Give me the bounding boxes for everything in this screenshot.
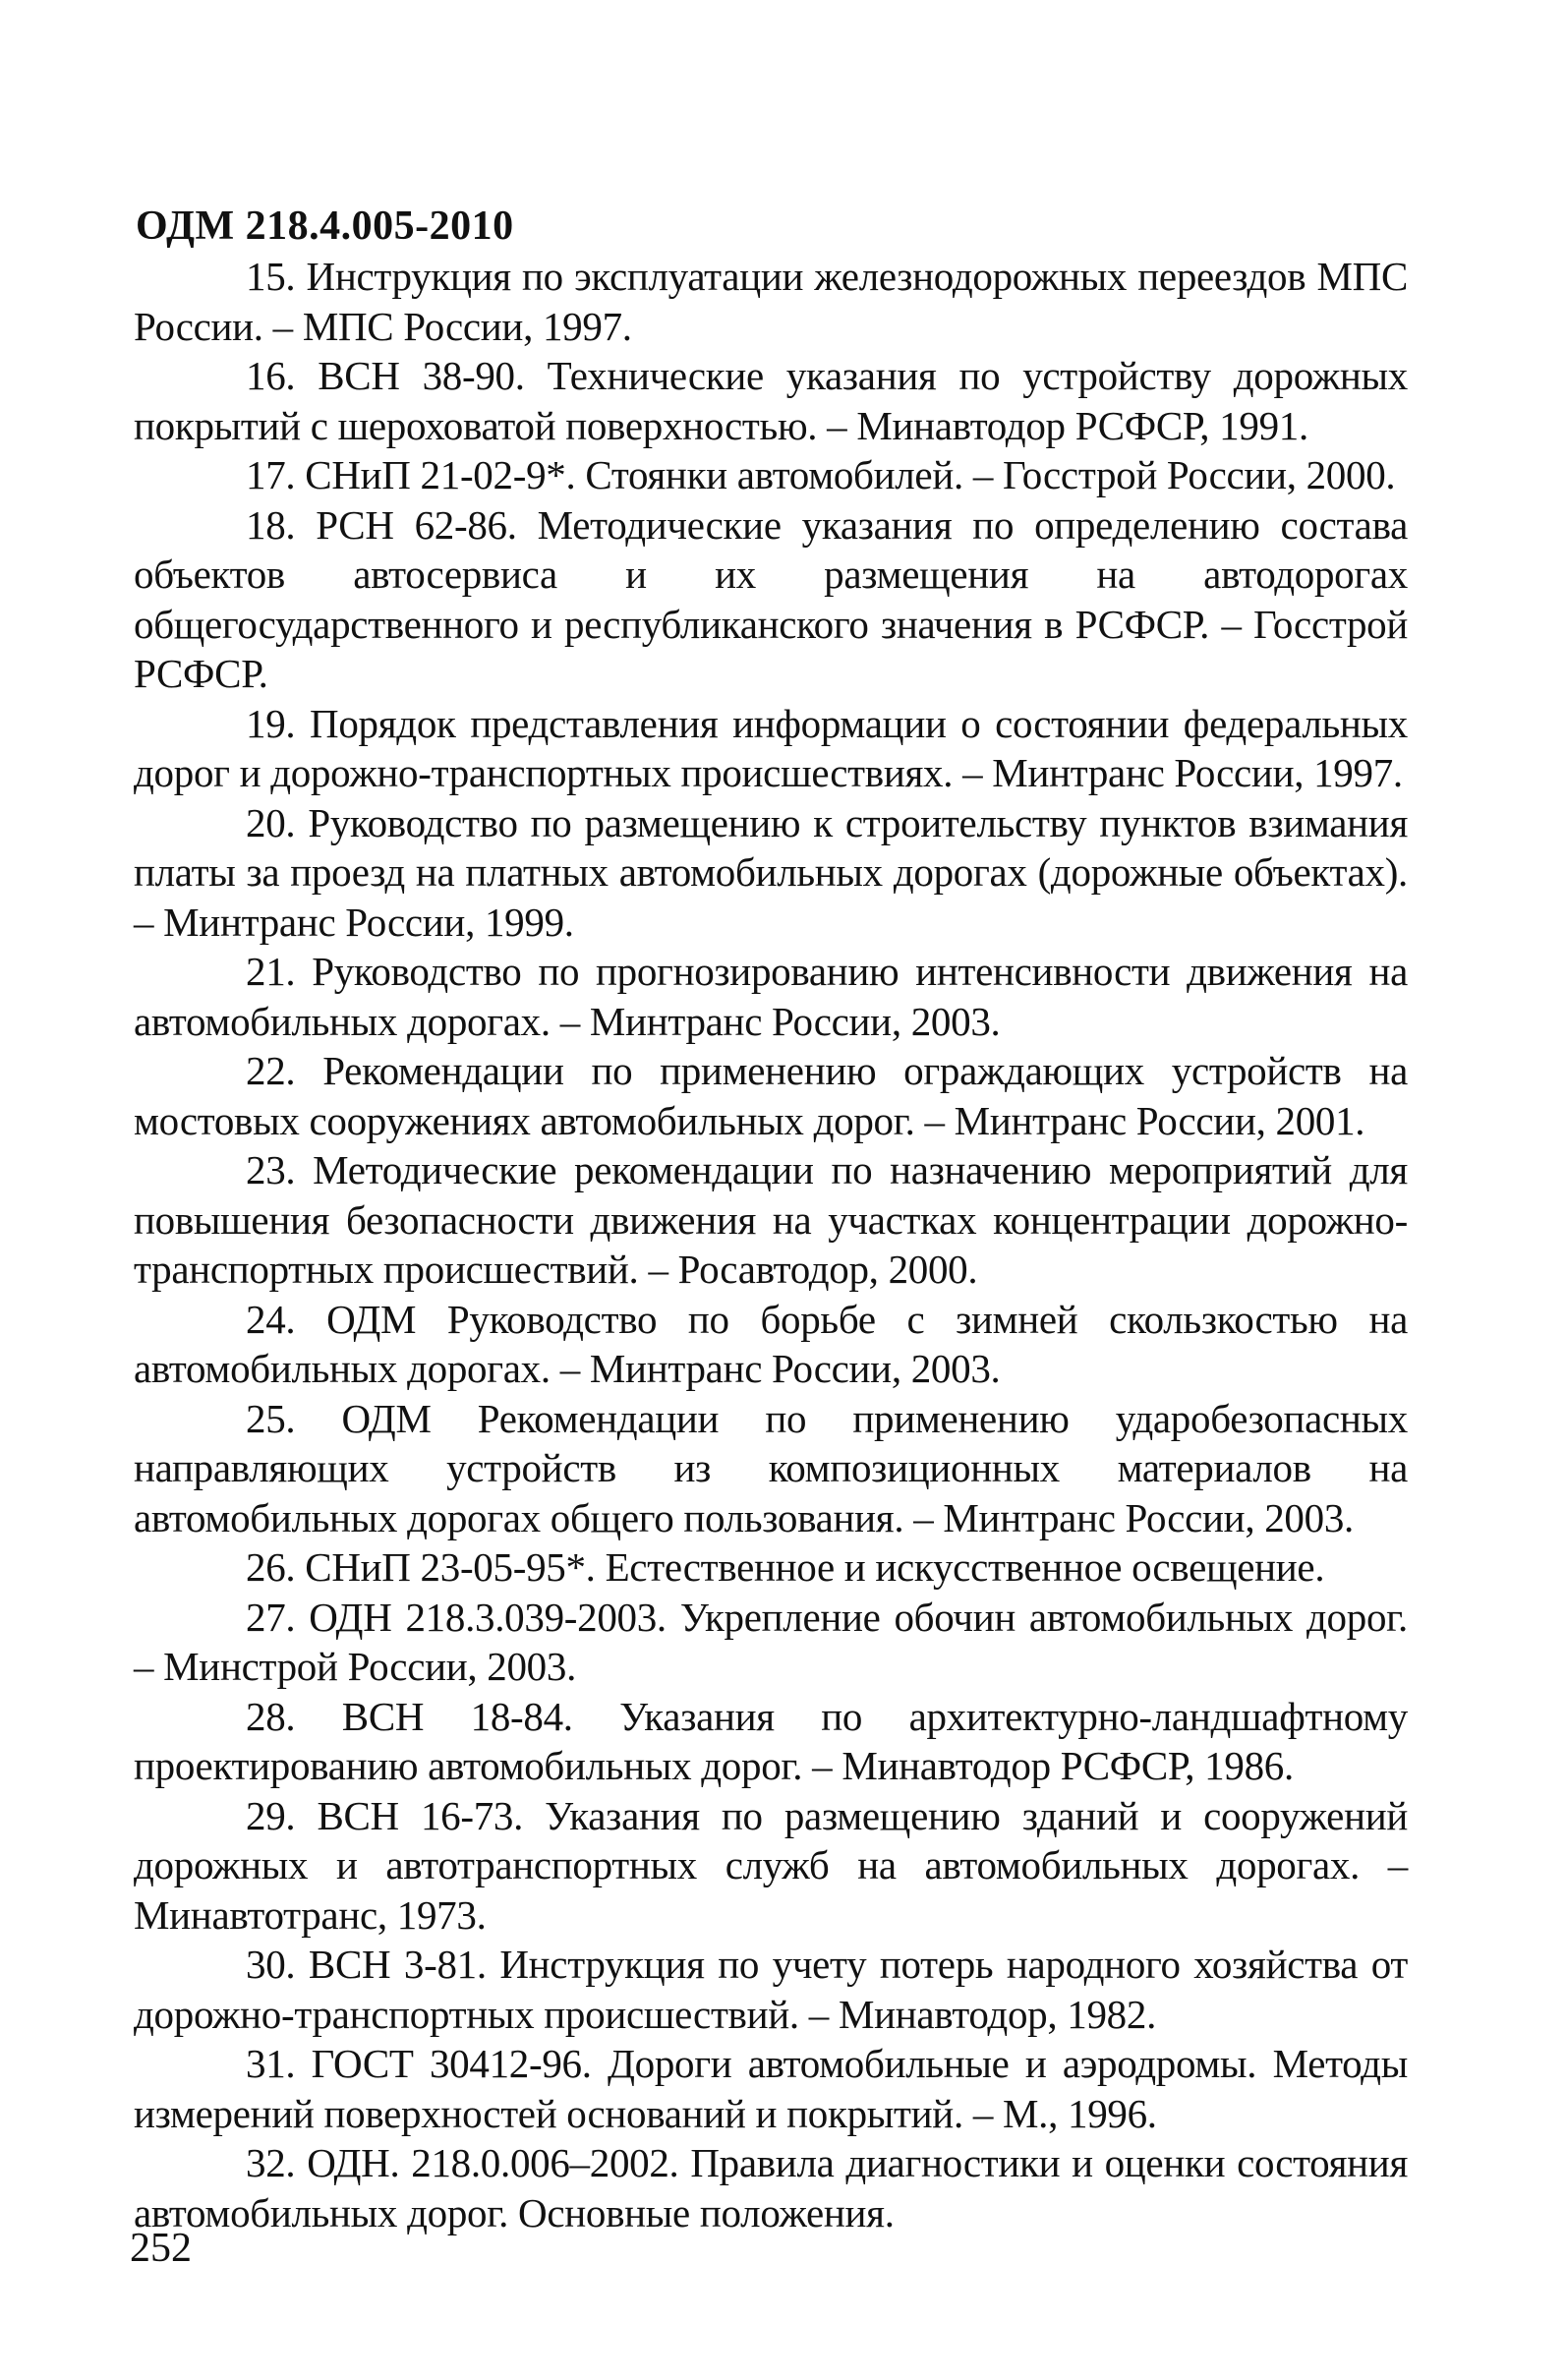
reference-item-22: 22. Рекомендации по применению ограждающих устройств на мостовых сооружениях автомобильных дорог. – Минтранс России, 2001. <box>134 1048 1408 1143</box>
reference-item-21: 21. Руководство по прогнозированию интенсивности движения на автомобильных дорогах. – Минтранс России, 2003. <box>134 949 1408 1044</box>
reference-item-32: 32. ОДН. 218.0.006–2002. Правила диагностики и оценки состояния автомобильных дорог. Основные положения. <box>134 2140 1408 2235</box>
document-code-header: ОДМ 218.4.005-2010 <box>136 203 514 249</box>
reference-item-15: 15. Инструкция по эксплуатации железнодорожных переездов МПС России. – МПС России, 1997. <box>134 254 1408 349</box>
reference-item-27: 27. ОДН 218.3.039-2003. Укрепление обочин автомобильных дорог. – Минстрой России, 2003. <box>134 1594 1408 1689</box>
reference-item-17: 17. СНиП 21-02-9*. Стоянки автомобилей. – Госстрой России, 2000. <box>246 452 1396 497</box>
reference-item-28: 28. ВСН 18-84. Указания по архитектурно-ландшафтному проектированию автомобильных дорог. – Минавтодор РСФСР, 1986. <box>134 1693 1408 1788</box>
reference-item-24: 24. ОДМ Руководство по борьбе с зимней скользкостью на автомобильных дорогах. – Минтранс России, 2003. <box>134 1296 1408 1391</box>
reference-list <box>134 252 1408 2237</box>
reference-item-30: 30. ВСН 3-81. Инструкция по учету потерь народного хозяйства от дорожно-транспортных происшествий. – Минавтодор, 1982. <box>134 1942 1408 2037</box>
reference-item-20: 20. Руководство по размещению к строительству пунктов взимания платы за проезд на платных автомобильных дорогах (дорожные объектах). – Минтранс России, 1999. <box>134 799 1408 945</box>
reference-item-19: 19. Порядок представления информации о состоянии федеральных дорог и дорожно-транспортных происшествиях. – Минтранс России, 1997. <box>134 700 1408 795</box>
reference-item-16: 16. ВСН 38-90. Технические указания по устройству дорожных покрытий с шероховатой поверхностью. – Минавтодор РСФСР, 1991. <box>134 353 1408 448</box>
page-number: 252 <box>130 2226 192 2271</box>
reference-item-31: 31. ГОСТ 30412-96. Дороги автомобильные и аэродромы. Методы измерений поверхностей оснований и покрытий. – М., 1996. <box>134 2041 1408 2136</box>
reference-item-25: 25. ОДМ Рекомендации по применению ударобезопасных направляющих устройств из композиционных материалов на автомобильных дорогах общего пользования. – Минтранс России, 2003. <box>134 1395 1408 1540</box>
reference-item-18: 18. РСН 62-86. Методические указания по определению состава объектов автосервиса и их размещения на автодорогах общегосударственного и республиканского значения в РСФСР. – Госстрой РСФСР. <box>134 501 1408 696</box>
reference-item-23: 23. Методические рекомендации по назначению мероприятий для повышения безопасности движения на участках концентрации дорожно-транспортных происшествий. – Росавтодор, 2000. <box>134 1147 1408 1292</box>
reference-item-26: 26. СНиП 23-05-95*. Естественное и искусственное освещение. <box>246 1544 1325 1590</box>
reference-item-29: 29. ВСН 16-73. Указания по размещению зданий и сооружений дорожных и автотранспортных служб на автомобильных дорогах. – Минавтотранс, 1973. <box>134 1792 1408 1938</box>
